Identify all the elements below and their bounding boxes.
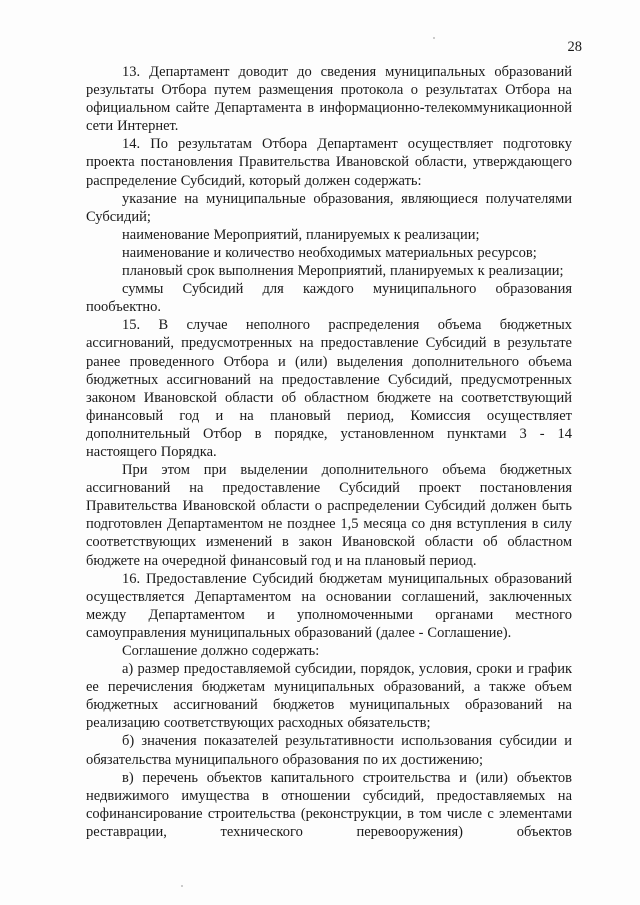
list-item: наименование и количество необходимых материальных ресурсов;	[122, 244, 537, 261]
paragraph: При этом при выделении дополнительного объема бюджетных ассигнований на предоставление Субсидий проект постановления Правительства Ивановской области о распределении Субсидий должен быть подготовлен Департаментом не позднее 1,5 месяца со дня вступления в силу соответствующих изменений в закон Ивановской области об областном бюджете на очередной финансовый год и на плановый период.	[86, 462, 572, 569]
paragraph: Соглашение должно содержать:	[122, 643, 320, 659]
paragraph-14: 14. По результатам Отбора Департамент осуществляет подготовку проекта постановления Правительства Ивановской области, утверждающего распределение Субсидий, который должен содержать:	[86, 136, 572, 189]
list-item: б) значения показателей результативности использования субсидии и обязательства муниципального образования по их достижению;	[86, 733, 572, 768]
list-item: указание на муниципальные образования, являющиеся получателями Субсидий;	[86, 190, 572, 225]
scan-speck	[433, 37, 435, 39]
list-item: суммы Субсидий для каждого муниципального образования пообъектно.	[86, 281, 572, 316]
list-item: в) перечень объектов капитального строительства и (или) объектов недвижимого имущества в отношении субсидий, предоставляемых на софинансирование строительства (реконструкции, в том числе с элементами реставрации, технического перевооружения) объектов	[86, 769, 572, 840]
paragraph-16: 16. Предоставление Субсидий бюджетам муниципальных образований осуществляется Департаментом на основании соглашений, заключенных между Департаментом и уполномоченными органами местного самоуправления муниципальных образований (далее - Соглашение).	[86, 570, 572, 641]
list-item: а) размер предоставляемой субсидии, порядок, условия, сроки и график ее перечисления бюджетам муниципальных образований, а также объем бюджетных ассигнований бюджетов муниципальных образований на реализацию соответствующих расходных обязательств;	[86, 661, 572, 732]
list-item: наименование Мероприятий, планируемых к реализации;	[122, 226, 480, 243]
paragraph-15: 15. В случае неполного распределения объема бюджетных ассигнований, предусмотренных на предоставление Субсидий в результате ранее проведенного Отбора и (или) выделения дополнительного объема бюджетных ассигнований на предоставление Субсидий, предусмотренных законом Ивановской области об областном бюджете на соответствующий финансовый год и на плановый период, Комиссия осуществляет дополнительный Отбор в порядке, установленном пунктами 3 - 14 настоящего Порядка.	[86, 317, 572, 460]
paragraph-13: 13. Департамент доводит до сведения муниципальных образований результаты Отбора путем размещения протокола о результатах Отбора на официальном сайте Департамента в информационно-телекоммуникационной сети Интернет.	[86, 64, 572, 135]
document-body	[86, 63, 572, 841]
list-item: плановый срок выполнения Мероприятий, планируемых к реализации;	[122, 263, 564, 280]
scan-speck	[181, 885, 183, 887]
page-number: 28	[567, 39, 582, 55]
